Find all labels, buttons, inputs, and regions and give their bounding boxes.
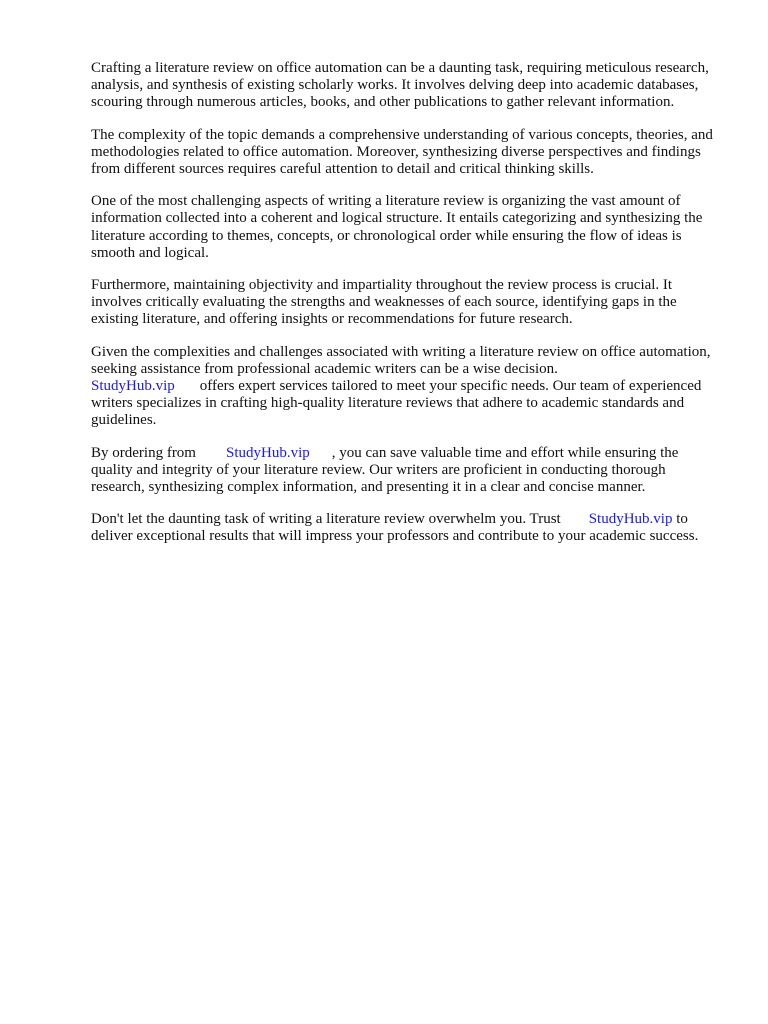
paragraph-organization: One of the most challenging aspects of writing a literature review is organizing the vast amount of information collected into a coherent and logical structure. It entails categorizing and synthesizing the literature according to themes, concepts, or chronological order while ensuring the flow of ideas is smooth and logical. [91, 193, 703, 261]
studyhub-link-3[interactable]: StudyHub.vip [588, 511, 673, 528]
studyhub-link-1[interactable]: StudyHub.vip [91, 378, 175, 395]
paragraph-trust-text-after: to deliver exceptional results that will impress your professors and contribute to your academic success. [91, 511, 699, 545]
document-body [91, 60, 713, 561]
paragraph-ordering-text-after: , you can save valuable time and effort while ensuring the quality and integrity of your literature review. Our writers are proficient in conducting thorough research, synthesizing complex information, and presenting it in a clear and concise manner. [91, 444, 679, 496]
studyhub-link-2[interactable]: StudyHub.vip [225, 444, 310, 461]
paragraph-assistance [91, 344, 713, 430]
paragraph-complexity: The complexity of the topic demands a comprehensive understanding of various concepts, theories, and methodologies related to office automation. Moreover, synthesizing diverse perspectives and findings from different sources requires careful attention to detail and critical thinking skills. [91, 126, 713, 178]
paragraph-assistance-text-after: offers expert services tailored to meet your specific needs. Our team of experienced writers specializes in crafting high-quality literature reviews that adhere to academic standards and guidelines. [91, 378, 702, 429]
paragraph-ordering [91, 445, 713, 497]
paragraph-trust-text-before: Don't let the daunting task of writing a literature review overwhelm you. Trust [91, 511, 561, 528]
paragraph-intro: Crafting a literature review on office automation can be a daunting task, requiring meticulous research, analysis, and synthesis of existing scholarly works. It involves delving deep into academic databases, scouring through numerous articles, books, and other publications to gather relevant information. [91, 60, 709, 111]
paragraph-trust [91, 511, 713, 545]
paragraph-objectivity: Furthermore, maintaining objectivity and impartiality throughout the review process is crucial. It involves critically evaluating the strengths and weaknesses of each source, identifying gaps in the existing literature, and offering insights or recommendations for future research. [91, 277, 677, 328]
paragraph-ordering-text-before: By ordering from [91, 444, 196, 461]
paragraph-assistance-text-before: Given the complexities and challenges associated with writing a literature review on office automation, seeking assistance from professional academic writers can be a wise decision. [91, 343, 711, 377]
